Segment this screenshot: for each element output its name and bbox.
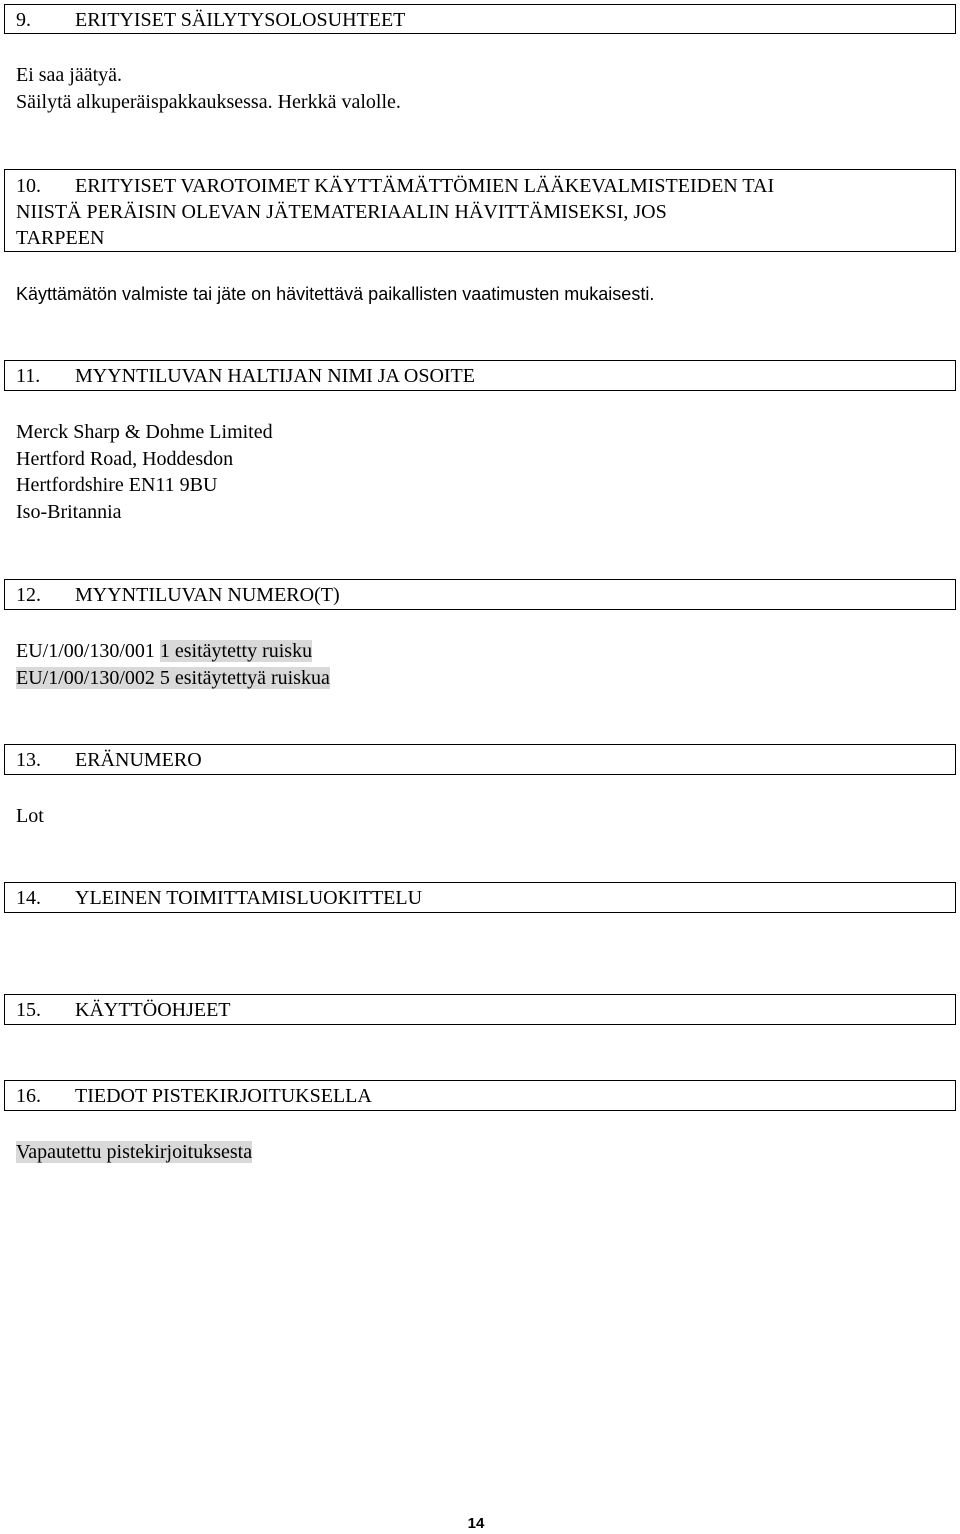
section-12-header [4, 579, 956, 610]
braille-text [16, 1139, 252, 1166]
braille-exemption: Vapautettu pistekirjoituksesta [16, 1141, 253, 1163]
holder-address-line-1: Hertford Road, Hoddesdon [16, 448, 234, 470]
section-number: 12. [16, 584, 41, 606]
holder-name: Merck Sharp & Dohme Limited [16, 421, 273, 443]
pack-description: 1 esitäytetty ruisku [159, 640, 313, 662]
section-14-header [4, 882, 956, 913]
storage-line-2: Säilytä alkuperäispakkauksessa. Herkkä valolle. [16, 91, 401, 113]
section-title-line-1: ERITYISET VAROTOIMET KÄYTTÄMÄTTÖMIEN LÄÄKEVALMISTEIDEN TAI [75, 175, 775, 197]
section-title-line-2: NIISTÄ PERÄISIN OLEVAN JÄTEMATERIAALIN HÄVITTÄMISEKSI, JOS [16, 201, 667, 223]
section-title: ERITYISET SÄILYTYSOLOSUHTEET [75, 9, 406, 31]
section-number: 10. [16, 175, 41, 197]
section-title: MYYNTILUVAN NUMERO(T) [75, 584, 340, 606]
section-number: 11. [16, 365, 41, 387]
section-title: TIEDOT PISTEKIRJOITUKSELLA [75, 1085, 372, 1107]
section-title: KÄYTTÖOHJEET [75, 999, 231, 1021]
storage-line-1: Ei saa jäätyä. [16, 64, 123, 86]
section-title: ERÄNUMERO [75, 749, 202, 771]
section-number: 14. [16, 887, 41, 909]
holder-address-line-2: Hertfordshire EN11 9BU [16, 474, 218, 496]
pack-description: 5 esitäytettyä ruiskua [159, 667, 330, 689]
authorisation-entry [16, 638, 312, 665]
page-number: 14 [467, 1515, 485, 1532]
section-number: 16. [16, 1085, 41, 1107]
authorisation-code: EU/1/00/130/001 [16, 640, 155, 662]
batch-label: Lot [16, 805, 44, 827]
section-10-header [4, 169, 956, 252]
section-9-header [4, 4, 956, 34]
disposal-text: Käyttämätön valmiste tai jäte on hävitettävä paikallisten vaatimusten mukaisesti. [16, 284, 655, 304]
section-number: 15. [16, 999, 41, 1021]
section-15-header [4, 994, 956, 1025]
section-11-header [4, 360, 956, 391]
section-number: 9. [16, 9, 31, 31]
section-title: YLEINEN TOIMITTAMISLUOKITTELU [75, 887, 423, 909]
authorisation-entry [16, 665, 330, 692]
authorisation-code: EU/1/00/130/002 [16, 667, 155, 689]
section-16-header [4, 1080, 956, 1111]
section-13-header [4, 744, 956, 775]
holder-country: Iso-Britannia [16, 501, 122, 523]
section-number: 13. [16, 749, 41, 771]
section-title-line-3: TARPEEN [16, 227, 105, 249]
section-title: MYYNTILUVAN HALTIJAN NIMI JA OSOITE [75, 365, 475, 387]
